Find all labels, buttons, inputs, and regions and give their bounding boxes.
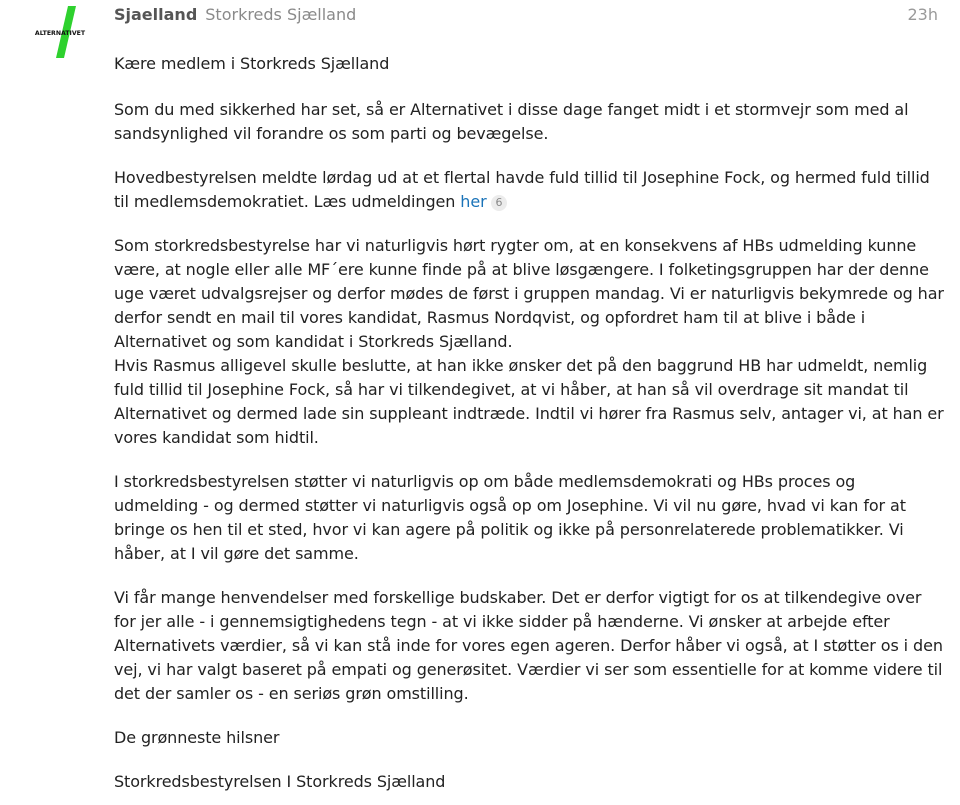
post-header <box>114 5 938 31</box>
avatar-logo-text: ALTERNATIVET <box>34 30 86 37</box>
announcement-text: Hovedbestyrelsen meldte lørdag ud at et flertal havde fuld tillid til Josephine Fock, og hermed fuld tillid til medlemsdemokratiet. Læs udmeldingen <box>114 168 930 211</box>
full-name[interactable]: Storkreds Sjælland <box>205 5 357 24</box>
paragraph-greeting: Kære medlem i Storkreds Sjælland <box>114 54 390 73</box>
post-body <box>114 52 944 805</box>
username-link[interactable]: Sjaelland <box>114 5 198 24</box>
paragraph-announcement <box>114 166 944 214</box>
avatar[interactable] <box>28 0 92 64</box>
link-click-count-badge: 6 <box>491 195 508 211</box>
alternativet-logo-icon <box>28 0 92 64</box>
paragraph-values: Vi får mange henvendelser med forskellige budskaber. Det er derfor vigtigt for os at tilkendegive over for jer alle - i gennemsigtighedens tegn - at vi ikke sidder på hænderne. Vi ønsker at arbejde efter Alternativets værdier, så vi kan stå inde for vores egen ageren. Derfor håber vi også, at I støtter os i den vej, vi har valgt baseret på empati og generøsitet. Værdier vi ser som essentielle for at komme videre til det der samler os - en seriøs grøn omstilling. <box>114 588 943 703</box>
paragraph-signature: Storkredsbestyrelsen I Storkreds Sjælland <box>114 772 446 791</box>
paragraph-rumors: Som storkredsbestyrelse har vi naturligvis hørt rygter om, at en konsekvens af HBs udmelding kunne være, at nogle eller alle MF´ere kunne finde på at blive løsgængere. I folketingsgruppen har der denne uge været udvalgsrejser og derfor mødes de først i gruppen mandag. Vi er naturligvis bekymrede og har derfor sendt en mail til vores kandidat, Rasmus Nordqvist, og opfordret ham til at blive i både i Alternativet og som kandidat i Storkreds Sjælland. <box>114 236 944 351</box>
paragraph-closing: De grønneste hilsner <box>114 728 280 747</box>
paragraph-rasmus: Hvis Rasmus alligevel skulle beslutte, at han ikke ønsker det på den baggrund HB har udmeldt, nemlig fuld tillid til Josephine Fock, så har vi tilkendegivet, at vi håber, at han så vil overdrage sit mandat til Alternativet og dermed lade sin suppleant indtræde. Indtil vi hører fra Rasmus selv, antager vi, at han er vores kandidat som hidtil. <box>114 356 944 447</box>
post-timestamp[interactable]: 23h <box>907 5 938 24</box>
read-announcement-link[interactable]: her <box>460 192 487 211</box>
paragraph-intro: Som du med sikkerhed har set, så er Alternativet i disse dage fanget midt i et stormvejr som med al sandsynlighed vil forandre os som parti og bevægelse. <box>114 100 909 143</box>
paragraph-support: I storkredsbestyrelsen støtter vi naturligvis op om både medlemsdemokrati og HBs proces og udmelding - og dermed støtter vi naturligvis også op om Josephine. Vi vil nu gøre, hvad vi kan for at bringe os hen til et sted, hvor vi kan agere på politik og ikke på personrelaterede problematikker. Vi håber, at I vil gøre det samme. <box>114 472 906 563</box>
